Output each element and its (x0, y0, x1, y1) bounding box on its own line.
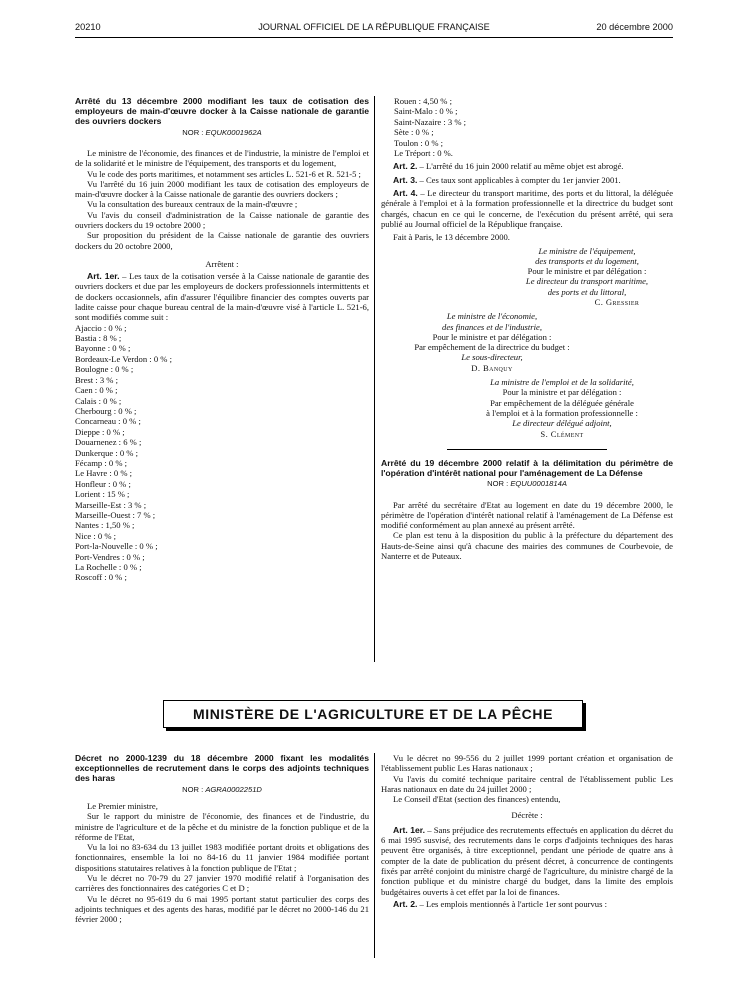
list-item: Le Havre : 0 % ; (75, 468, 133, 479)
article-2 (381, 161, 673, 171)
paragraph: Ce plan est tenu à la disposition du public à la préfecture du département des Hauts-de-Seine ainsi qu'à chacune des mairies des communes de Courbevoie, de Nanterre et de Puteaux. (381, 530, 673, 562)
arrete-title-dockers: Arrêté du 13 décembre 2000 modifiant les taux de cotisation des employeurs de main-d'œuvre docker à la Caisse nationale de garantie des ouvriers dockers (75, 96, 369, 127)
paragraph: Sur le rapport du ministre de l'économie, des finances et de l'industrie, du ministre de l'agriculture et de la pêche et du ministre de la fonction publique et de la réforme de l'Etat, (75, 811, 369, 842)
page-header (75, 22, 673, 36)
signatory-name: S. Clément (540, 428, 584, 439)
column-divider (374, 96, 375, 662)
list-item: Le Tréport : 0 %. (394, 148, 453, 159)
list-item: Bayonne : 0 % ; (75, 343, 131, 354)
signature-line: à l'emploi et à la formation professionnelle : (486, 407, 638, 418)
signature-line: des transports et du logement, (535, 255, 639, 266)
column-divider (374, 753, 375, 958)
section-separator (447, 449, 607, 450)
signature-line: Par empêchement de la directrice du budget : (414, 342, 570, 353)
list-item: Saint-Malo : 0 % ; (394, 106, 458, 117)
article-3 (381, 175, 673, 185)
arretent: Arrêtent : (205, 258, 239, 269)
list-item: Marseille-Est : 3 % ; (75, 499, 147, 510)
signatory-name: D. Banquy (471, 362, 513, 373)
article-label: Art. 3. (393, 174, 418, 185)
list-item: Concarneau : 0 % ; (75, 416, 141, 427)
decrete: Décrète : (511, 810, 543, 821)
fait-a-paris: Fait à Paris, le 13 décembre 2000. (393, 232, 510, 243)
signature-block-emploi (451, 377, 673, 439)
article-label: Art. 2. (393, 898, 418, 909)
article-4 (381, 188, 673, 229)
list-item: Honfleur : 0 % ; (75, 478, 131, 489)
article-2 (381, 899, 673, 909)
signatory-name: C. Gressier (594, 297, 640, 307)
list-item: Bastia : 8 % ; (75, 333, 122, 344)
signature-line: des finances et de l'industrie, (442, 321, 542, 332)
paragraph: Vu l'arrêté du 16 juin 2000 modifiant les taux de cotisation des employeurs de main-d'œuvre docker à la Caisse nationale de garantie des ouvriers dockers ; (75, 178, 369, 200)
article-1 (75, 271, 369, 322)
list-item: Rouen : 4,50 % ; (394, 96, 453, 106)
paragraph: Par arrêté du secrétaire d'Etat au logement en date du 19 décembre 2000, le périmètre de l'opération d'intérêt national relatif à l'aménagement de La Défense est modifié conformément au plan annexé au présent arrêté. (381, 499, 673, 531)
paragraph: Vu le décret no 70-79 du 27 janvier 1970 modifié relatif à l'organisation des carrières des fonctionnaires des catégories C et D ; (75, 872, 369, 894)
signature-line: des ports et du littoral, (547, 286, 627, 297)
paragraph: Vu le décret no 99-556 du 2 juillet 1999 portant création et organisation de l'établissement public Les Haras nationaux ; (381, 753, 673, 774)
ministry-title: MINISTÈRE DE L'AGRICULTURE ET DE LA PÊCHE (192, 706, 554, 722)
signature-line: Pour le ministre et par délégation : (432, 331, 552, 342)
list-item: Cherbourg : 0 % ; (75, 405, 137, 416)
article-text: – Sans préjudice des recrutements effectués en application du décret du 6 mai 1995 susvisé, des recrutements dans le corps d'adjoints techniques des haras peuvent être organisés, à titre exceptionnel, pendant une période de quatre ans à compter de la date de publication du présent décret, à concurrence de contingents fixés par arrêté conjoint du ministre chargé de l'agriculture, du ministre chargé de la fonction publique et du ministre chargé du budget, dans la limite des emplois budgétaires ouverts à cet effet par la loi de finances. (381, 824, 673, 897)
paragraph: Vu la loi no 83-634 du 13 juillet 1983 modifiée portant droits et obligations des fonctionnaires, ensemble la loi no 84-16 du 11 janvier 1984 modifiée portant dispositions statutaires relatives à la fonction publique de l'Etat ; (75, 842, 369, 873)
list-item: Port-la-Nouvelle : 0 % ; (75, 541, 158, 552)
journal-title: JOURNAL OFFICIEL DE LA RÉPUBLIQUE FRANÇAISE (258, 22, 490, 32)
issue-date: 20 décembre 2000 (596, 22, 673, 32)
article-1 (381, 825, 673, 897)
list-item: La Rochelle : 0 % ; (75, 562, 142, 572)
signature-line: Par empêchement de la déléguée générale (490, 397, 634, 408)
list-item: Sète : 0 % ; (394, 127, 434, 138)
signature-line: Le ministre de l'équipement, (538, 245, 636, 256)
list-item: Nantes : 1,50 % ; (75, 520, 135, 531)
list-item: Calais : 0 % ; (75, 395, 122, 406)
nor-code: AGRA0002251D (205, 784, 262, 794)
list-item: Ajaccio : 0 % ; (75, 322, 127, 333)
paragraph: Sur proposition du président de la Caisse nationale de garantie des ouvriers dockers du 20 octobre 2000, (75, 230, 369, 251)
right-top-column (381, 96, 673, 561)
nor-label: NOR : (182, 784, 204, 794)
nor-label: NOR : (487, 479, 509, 489)
signature-block-economie (381, 311, 603, 373)
bottom-left-column (75, 753, 369, 924)
article-label: Art. 1er. (87, 271, 120, 282)
article-label: Art. 4. (393, 188, 418, 199)
list-item: Fécamp : 0 % ; (75, 457, 128, 468)
list-item: Toulon : 0 % ; (394, 137, 444, 148)
signature-line: Pour la ministre et par délégation : (502, 387, 622, 398)
nor-reference (75, 785, 369, 795)
list-item: Douarnenez : 6 % ; (75, 437, 142, 448)
nor-reference (75, 128, 369, 138)
page-number: 20210 (75, 22, 101, 32)
paragraph: Vu le code des ports maritimes, et notamment ses articles L. 521-6 et R. 521-5 ; (87, 168, 361, 179)
bottom-right-column (381, 753, 673, 909)
article-text: – Les emplois mentionnés à l'article 1er sont pourvus : (417, 898, 607, 909)
rate-list (75, 323, 369, 583)
nor-reference (381, 479, 673, 489)
list-item: Saint-Nazaire : 3 % ; (394, 116, 467, 127)
list-item: Dunkerque : 0 % ; (75, 447, 139, 458)
list-item: Brest : 3 % ; (75, 374, 118, 385)
signature-block-equipement (501, 246, 673, 308)
list-item: Bordeaux-Le Verdon : 0 % ; (75, 353, 172, 364)
paragraph: Vu le décret no 95-619 du 6 mai 1995 portant statut particulier des corps des adjoints techniques et des agents des haras, modifié par le décret no 2000-146 du 21 février 2000 ; (75, 893, 369, 925)
ministry-banner (163, 700, 583, 728)
list-item: Port-Vendres : 0 % ; (75, 551, 145, 562)
article-text: – Les taux de la cotisation versée à la Caisse nationale de garantie des ouvriers dockers et due par les employeurs de dockers professionnels intermittents et de dockers occasionnels, afin d'assurer l'équilibre financier des comptes ouverts par ladite caisse pour chaque bureau central de la main-d'œuvre visé à l'article L. 521-6, sont modifiés comme suit : (75, 271, 369, 323)
article-text: – Ces taux sont applicables à compter du 1er janvier 2001. (417, 174, 621, 185)
signature-line: Le sous-directeur, (461, 352, 523, 363)
list-item: Roscoff : 0 % ; (75, 572, 127, 583)
list-item: Marseille-Ouest : 7 % ; (75, 509, 156, 520)
nor-label: NOR : (182, 127, 204, 137)
left-top-column (75, 96, 369, 583)
signature-line: Le directeur du transport maritime, (525, 276, 649, 287)
paragraph: Le Premier ministre, (87, 800, 158, 811)
paragraph: Le Conseil d'Etat (section des finances) entendu, (393, 794, 561, 805)
signature-line: Le ministre de l'économie, (446, 311, 538, 322)
signature-line: Pour le ministre et par délégation : (527, 266, 647, 277)
nor-code: EQUK0001962A (205, 127, 262, 137)
paragraph: Vu l'avis du comité technique paritaire central de l'établissement public Les Haras nationaux en date du 24 juillet 2000 ; (381, 773, 673, 794)
signature-line: Le directeur délégué adjoint, (512, 418, 612, 429)
paragraph: Vu la consultation des bureaux centraux de la main-d'œuvre ; (87, 199, 298, 210)
article-label: Art. 2. (393, 161, 418, 172)
header-rule (75, 37, 673, 38)
paragraph: Le ministre de l'économie, des finances et de l'industrie, la ministre de l'emploi et de la solidarité et le ministre de l'équipement, des transports et du logement, (75, 147, 369, 169)
nor-code: EQUU0001814A (510, 479, 567, 489)
list-item: Caen : 0 % ; (75, 385, 118, 396)
paragraph: Vu l'avis du conseil d'administration de la Caisse nationale de garantie des ouvriers dockers du 19 octobre 2000 ; (75, 209, 369, 230)
list-item: Boulogne : 0 % ; (75, 364, 134, 375)
rate-list-continued (381, 96, 673, 158)
list-item: Dieppe : 0 % ; (75, 426, 125, 437)
list-item: Lorient : 15 % ; (75, 489, 130, 500)
article-text: – L'arrêté du 16 juin 2000 relatif au même objet est abrogé. (417, 161, 624, 172)
article-label: Art. 1er. (393, 824, 426, 835)
signature-line: La ministre de l'emploi et de la solidarité, (490, 377, 634, 388)
article-text: – Le directeur du transport maritime, des ports et du littoral, la déléguée générale à l'emploi et à la formation professionnelle et la directrice du budget sont chargés, chacun en ce qui le concerne, de l'exécution du présent arrêté, qui sera publié au Journal officiel de la République française. (381, 188, 674, 229)
arrete-title-la-defense: Arrêté du 19 décembre 2000 relatif à la délimitation du périmètre de l'opération d'intérêt national pour l'aménagement de La Défense (381, 457, 673, 479)
list-item: Nice : 0 % ; (75, 530, 117, 541)
decret-title: Décret no 2000-1239 du 18 décembre 2000 fixant les modalités exceptionnelles de recrutement dans le corps des adjoints techniques des haras (75, 753, 369, 784)
